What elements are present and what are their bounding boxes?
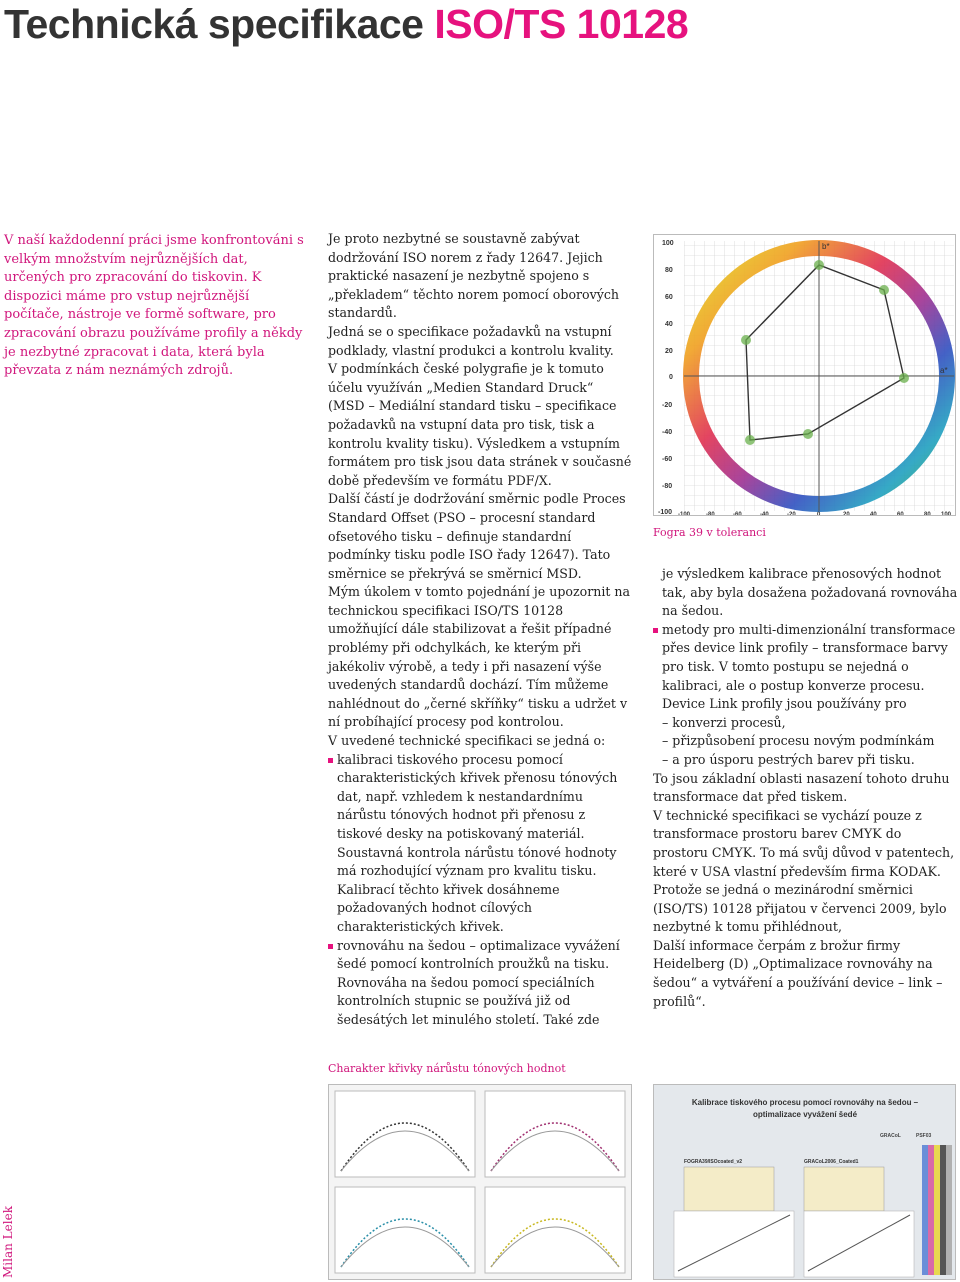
paragraph: Je proto nezbytné se soustavně zabývat dodržování ISO norem z řady 12647. Jejich praktické nasazení je nezbytně spojeno s „překladem“ těchto norem pomocí oborových standardů. [328, 231, 620, 321]
x-tick: -60 [733, 512, 742, 516]
dash-item: – konverzi procesů, [662, 714, 786, 730]
x-tick: -40 [760, 512, 769, 516]
x-tick-labels [678, 512, 952, 516]
x-tick: 80 [924, 512, 931, 516]
a-axis-label: a* [940, 366, 948, 375]
y-tick-labels [658, 240, 674, 516]
x-tick: 20 [843, 512, 850, 516]
x-tick: -20 [787, 512, 796, 516]
y-tick: 20 [665, 348, 673, 355]
paragraph: Jedná se o specifikace požadavků na vstupní podklady, vlastní produkci a kontrolu kvality. [328, 323, 614, 358]
figure-caption: Fogra 39 v toleranci [653, 526, 766, 539]
y-tick: 40 [665, 321, 673, 328]
x-tick: -100 [678, 512, 691, 516]
curve-panel [485, 1187, 625, 1273]
color-gamut-svg [654, 235, 956, 516]
calib-table-right [804, 1167, 884, 1211]
page-title [4, 2, 688, 46]
paragraph: V technické specifikaci se vychází pouze z transformace prostoru barev CMYK do prostoru CMYK. To má svůj důvod v patentech, které v USA vlastní především firma KODAK. Protože se jedná o mezinárodní směrnici (ISO/TS) 10128 přijatou v červenci 2009, bylo nezbytné k tomu přihlédnout, [653, 807, 955, 935]
title-accent: ISO/TS 10128 [434, 1, 689, 47]
y-tick: -80 [662, 483, 673, 490]
gamut-point [814, 260, 824, 270]
logo-psf: PSF03 [916, 1133, 932, 1139]
calib-title-line2: optimalizace vyvážení šedé [752, 1110, 858, 1119]
logo-gracol: GRACoL [880, 1133, 901, 1139]
gamut-point [899, 373, 909, 383]
title-plain: Technická specifikace [4, 1, 435, 47]
dash-item: – a pro úsporu pestrých barev při tisku. [662, 751, 915, 767]
gamut-point [879, 285, 889, 295]
paragraph: Další informace čerpám z brožur firmy Heidelberg (D) „Optimalizace rovnováhy na šedou“ a vytváření a používání device – link – profilů“. [653, 937, 943, 1009]
figure-caption: Charakter křivky nárůstu tónových hodnot [328, 1062, 566, 1075]
paragraph: Mým úkolem v tomto pojednání je upozornit na technickou specifikaci ISO/TS 10128 umožňující dále stabilizovat a řešit případné problémy při odchylkách, ke kterým při jakékoliv výrobě, a tedy i při nasazení výše uvedených standardů dochází. Tím můžeme nahlédnout do „černé skříňky“ tisku a udržet v ní probíhající procesy pod kontrolou. [328, 584, 631, 730]
x-tick: 40 [870, 512, 877, 516]
paragraph: To jsou základní oblasti nasazení tohoto druhu transformace dat před tiskem. [653, 770, 950, 805]
b-axis-label: b* [822, 242, 830, 251]
paragraph: V uvedené technické specifikaci se jedná o: [328, 733, 606, 749]
color-gamut-figure [653, 234, 956, 516]
x-tick: 60 [897, 512, 904, 516]
calib-chart-left [674, 1211, 794, 1277]
gamut-point [745, 435, 755, 445]
paragraph: Device Link profily jsou používány pro [662, 696, 907, 712]
gray-balance-strip [922, 1145, 952, 1275]
x-tick: -80 [706, 512, 715, 516]
x-tick: 0 [817, 512, 821, 516]
x-tick: 100 [941, 512, 952, 516]
gamut-point [803, 429, 813, 439]
y-tick: -40 [662, 429, 673, 436]
text-column-right [653, 565, 958, 1011]
gamut-point [741, 335, 751, 345]
y-tick: 60 [665, 294, 673, 301]
author-name: Milan Lelek [0, 1206, 15, 1278]
curve-panel [335, 1091, 475, 1177]
intro-paragraph: V naší každodenní práci jsme konfrontováni s velkým množstvím nejrůznějších dat, určených pro zpracování do tiskovin. K dispozici máme pro vstup nejrůznější počítače, nástroje ve formě software, pro zpracování obrazu používáme profily a někdy je nezbytné zpracovat i data, která byla převzata z nám neznámých zdrojů. [4, 233, 304, 379]
curves-svg [329, 1085, 632, 1280]
y-tick: 80 [665, 267, 673, 274]
y-tick: -20 [662, 402, 673, 409]
bullet-item: metody pro multi-dimenzionální transformace přes device link profily – transformace barvy pro tisk. V tomto postupu se nejedná o kalibraci, ale o postup konverze procesu. [653, 621, 958, 695]
bullet-item: rovnováhu na šedou – optimalizace vyvážení šedé pomocí kontrolních proužků na tisku. Rovnováha na šedou pomocí speciálních kontrolních stupnic se používá již od šedesátých let minulého století. Také zde [328, 937, 633, 1030]
calib-left-label: FOGRA39/ISOcoated_v2 [684, 1159, 743, 1165]
calib-table-left [684, 1167, 774, 1211]
y-tick: 100 [662, 240, 674, 247]
y-tick: -60 [662, 456, 673, 463]
paragraph: V podmínkách české polygrafie je k tomuto účelu využíván „Medien Standard Druck“ (MSD – Mediální standard tisku – specifikace požadavků na vstupní data pro tisk, tisk a kontrolu kvality tisku). Výsledkem a vstupním formátem pro tisk jsou data stránek v současné době především ve formátu PDF/X. [328, 361, 632, 488]
calib-right-label: GRACoL2006_Coated1 [804, 1159, 859, 1165]
curves-figure [328, 1084, 632, 1280]
calib-chart-right [804, 1211, 914, 1277]
y-tick: -100 [658, 509, 673, 516]
paragraph: Další částí je dodržování směrnic podle Proces Standard Offset (PSO – procesní standard ofsetového tisku – definuje standardní podmínky tisku podle ISO řady 12647). Tato směrnice se překrývá se směrnicí MSD. [328, 491, 626, 581]
bullet-item: kalibraci tiskového procesu pomocí charakteristických křivek přenosu tónových dat, např. vzhledem k nestandardnímu nárůstu tónových hodnot při přenosu z tiskové desky na potiskovaný materiál. Soustavná kontrola nárůstu tónové hodnoty má rozhodující význam pro kvalitu tisku. Kalibrací těchto křivek dosáhneme požadovaných hodnot cílových charakteristických křivek. [328, 751, 633, 937]
calibration-figure [653, 1084, 956, 1280]
text-column-middle [328, 230, 633, 1030]
calib-title-line1: Kalibrace tiskového procesu pomocí rovnováhy na šedou – [691, 1098, 919, 1107]
calibration-svg [654, 1085, 956, 1280]
curve-panel [335, 1187, 475, 1273]
paragraph: je výsledkem kalibrace přenosových hodnot tak, aby byla dosažena požadovaná rovnováha na šedou. [662, 566, 958, 619]
curve-panel [485, 1091, 625, 1177]
dash-item: – přizpůsobení procesu novým podmínkám [662, 733, 935, 749]
y-tick: 0 [669, 374, 673, 381]
